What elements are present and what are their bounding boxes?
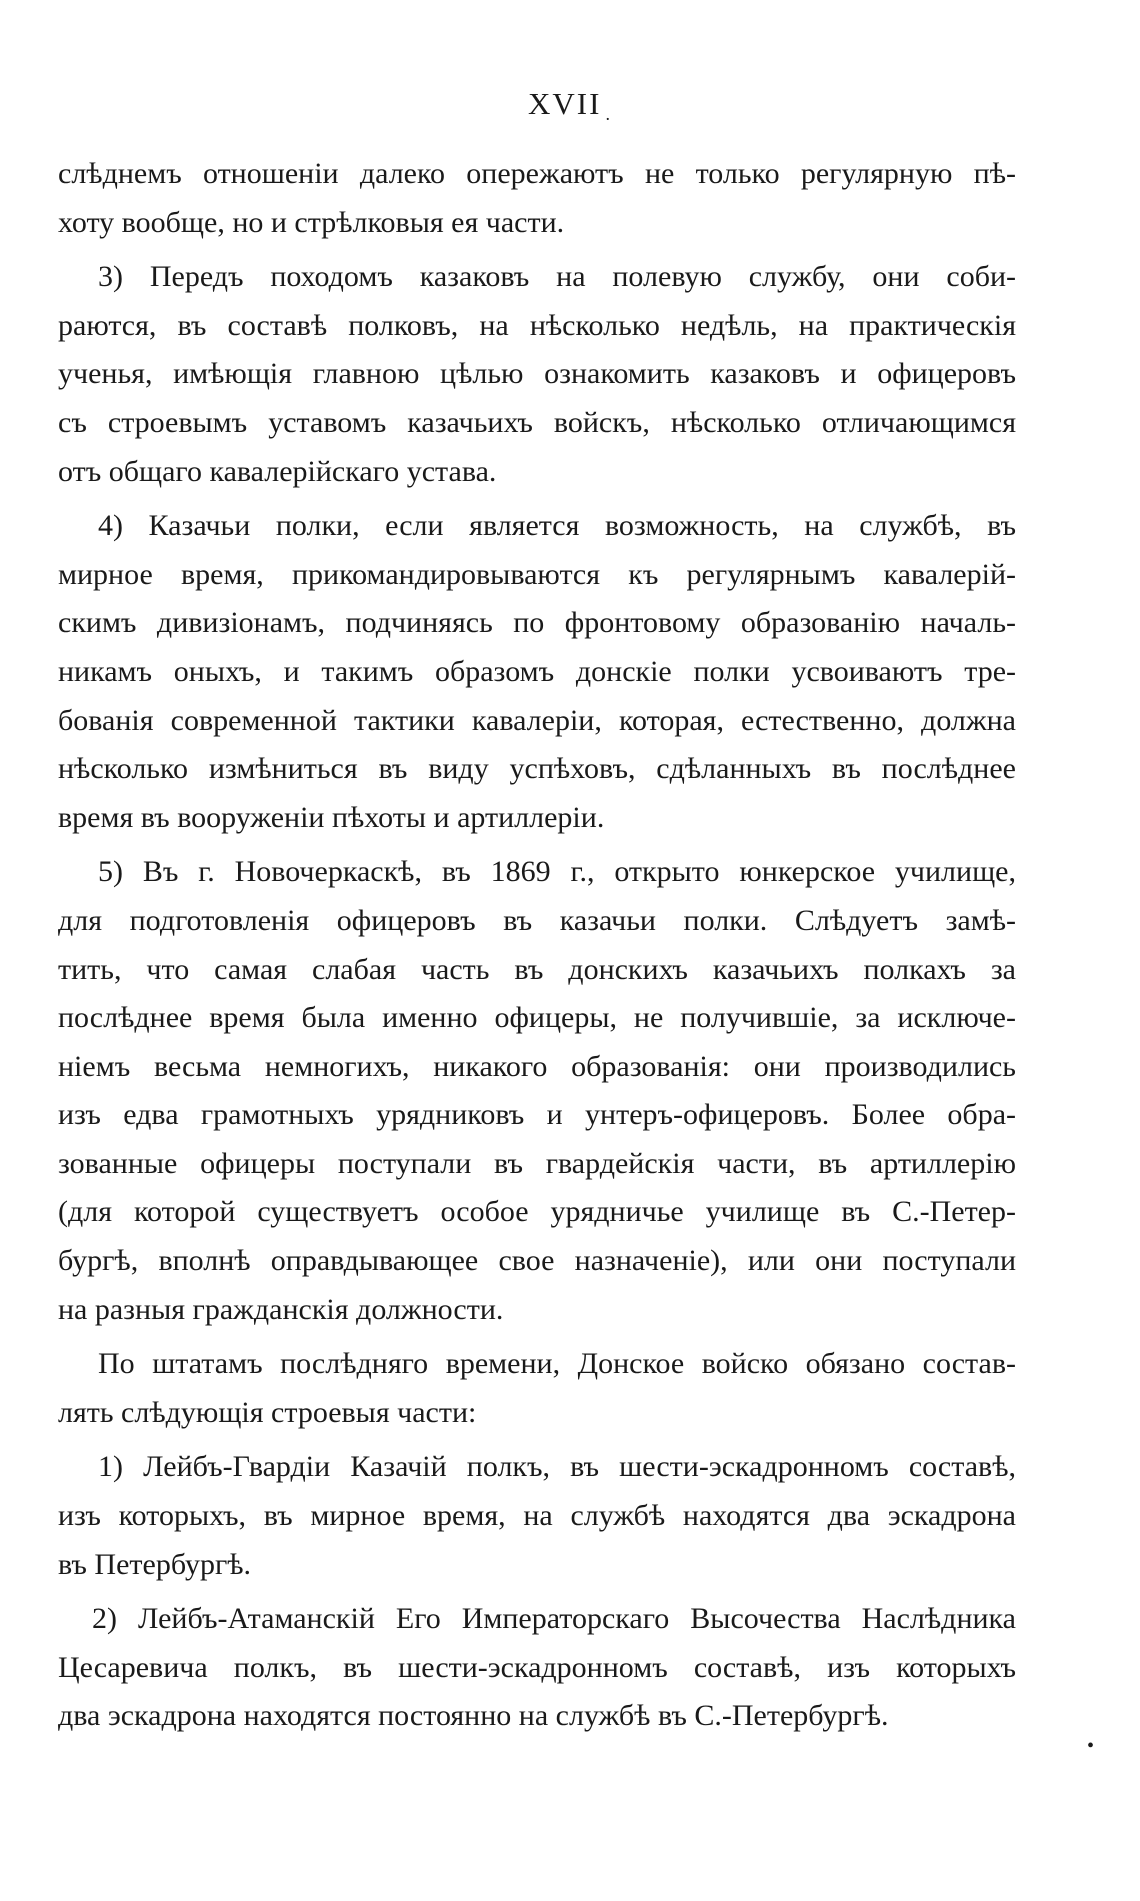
text-line: изъ которыхъ, въ мирное время, на службѣ находятся два эскадрона: [58, 1499, 1016, 1533]
paragraph-staff-intro: [58, 1340, 1016, 1437]
page-number-text: XVII: [528, 86, 602, 121]
paragraph-item-4: [58, 502, 1016, 842]
text-line: По штатамъ послѣдняго времени, Донское войско обязано состав-: [98, 1347, 1016, 1381]
text-line: съ строевымъ уставомъ казачьихъ войскъ, нѣсколько отличающимся: [58, 405, 1016, 439]
page-body: [58, 150, 1016, 1747]
text-line: бованія современной тактики кавалеріи, которая, естественно, должна: [58, 703, 1016, 737]
text-line: хоту вообще, но и стрѣлковыя ея части.: [58, 205, 565, 239]
text-line: лять слѣдующія строевыя части:: [58, 1395, 477, 1429]
paragraph-list-item-2: [58, 1595, 1016, 1741]
page-number: [0, 86, 1140, 125]
text-line: послѣднее время была именно офицеры, не получившіе, за исключе-: [58, 1001, 1016, 1035]
text-line: никамъ оныхъ, и такимъ образомъ донскіе полки усвоиваютъ тре-: [58, 654, 1016, 688]
text-line: для подготовленія офицеровъ въ казачьи полки. Слѣдуетъ замѣ-: [58, 903, 1016, 937]
text-line: 2) Лейбъ-Атаманскій Его Императорскаго Высочества Наслѣдника: [92, 1602, 1016, 1636]
paragraph-continuation: [58, 150, 1016, 247]
text-line: (для которой существуетъ особое урядничье училище въ С.-Петер-: [58, 1195, 1016, 1229]
text-line: два эскадрона находятся постоянно на службѣ въ С.-Петербургѣ.: [58, 1699, 889, 1733]
paragraph-list-item-1: [58, 1443, 1016, 1589]
text-line: на разныя гражданскія должности.: [58, 1292, 504, 1326]
text-line: отъ общаго кавалерійскаго устава.: [58, 454, 497, 488]
text-line: зованные офицеры поступали въ гвардейскія части, въ артиллерію: [58, 1146, 1016, 1180]
text-line: мирное время, прикомандировываются къ регулярнымъ кавалерій-: [58, 557, 1016, 591]
text-line: Цесаревича полкъ, въ шести-эскадронномъ составѣ, изъ которыхъ: [58, 1650, 1016, 1684]
text-line: 5) Въ г. Новочеркаскѣ, въ 1869 г., открыто юнкерское училище,: [98, 855, 1016, 889]
text-line: ніемъ весьма немногихъ, никакого образованія: они производились: [58, 1049, 1016, 1083]
text-line: нѣсколько измѣниться въ виду успѣховъ, сдѣланныхъ въ послѣднее: [58, 752, 1016, 786]
text-line: ученья, имѣющія главною цѣлью ознакомить казаковъ и офицеровъ: [58, 357, 1016, 391]
text-line: 1) Лейбъ-Гвардіи Казачій полкъ, въ шести-эскадронномъ составѣ,: [98, 1450, 1016, 1484]
text-line: въ Петербургѣ.: [58, 1547, 252, 1581]
paragraph-item-5: [58, 848, 1016, 1334]
text-line: время въ вооруженіи пѣхоты и артиллеріи.: [58, 800, 605, 834]
text-line: бургѣ, вполнѣ оправдывающее свое назначеніе), или они поступали: [58, 1244, 1016, 1278]
text-line: 4) Казачьи полки, если является возможность, на службѣ, въ: [98, 509, 1016, 543]
text-line: тить, что самая слабая часть въ донскихъ казачьихъ полкахъ за: [58, 952, 1016, 986]
page-number-mark: .: [605, 104, 612, 124]
text-line: 3) Передъ походомъ казаковъ на полевую службу, они соби-: [98, 260, 1016, 294]
text-line: изъ едва грамотныхъ урядниковъ и унтеръ-офицеровъ. Более обра-: [58, 1098, 1016, 1132]
text-line: раются, въ составѣ полковъ, на нѣсколько недѣль, на практическія: [58, 308, 1016, 342]
text-line: скимъ дивизіонамъ, подчиняясь по фронтовому образованію началь-: [58, 606, 1016, 640]
text-line: слѣднемъ отношеніи далеко опережаютъ не только регулярную пѣ-: [58, 157, 1016, 190]
print-speck: •: [1087, 1735, 1095, 1757]
paragraph-item-3: [58, 253, 1016, 496]
